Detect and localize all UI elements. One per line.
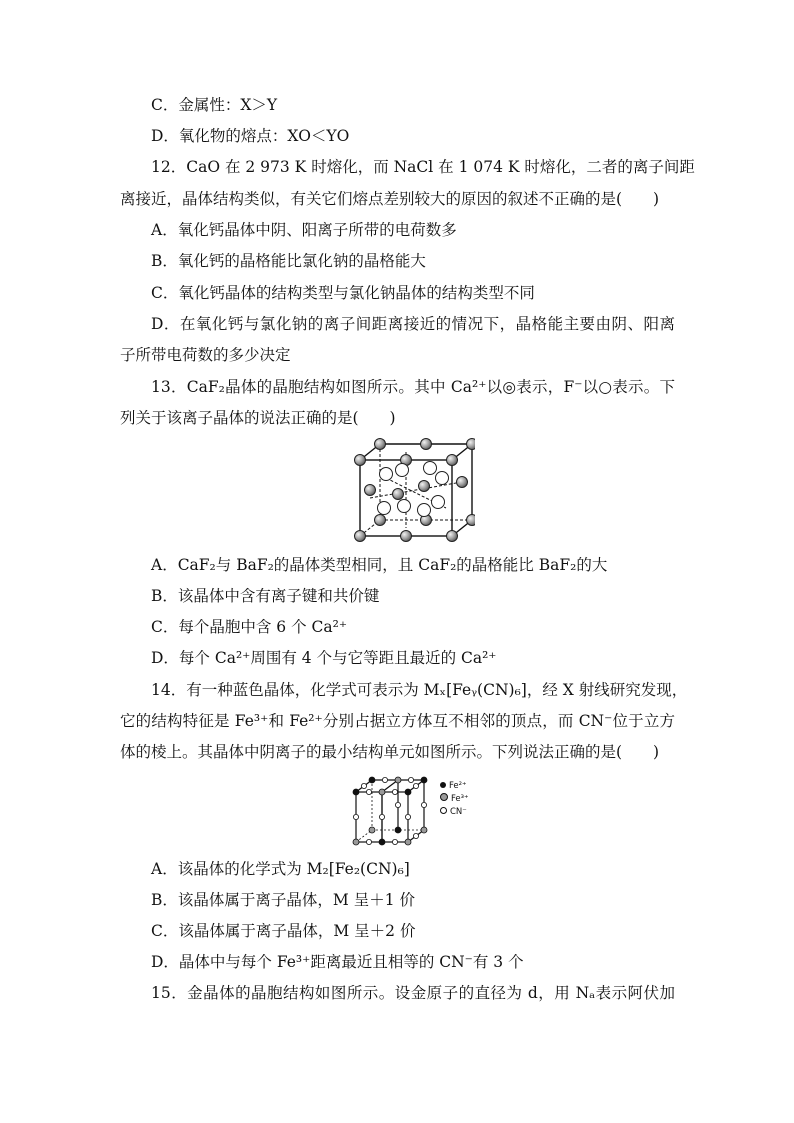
question-12-option-b: B．氧化钙的晶格能比氯化钠的晶格能大 xyxy=(151,252,426,270)
option-c-metallicity: C．金属性：X＞Y xyxy=(151,96,278,114)
option-d-oxide-melting-point: D．氧化物的熔点：XO＜YO xyxy=(151,127,350,145)
question-12-option-d-line2: 子所带电荷数的多少决定 xyxy=(120,346,291,364)
question-13-stem-line2: 列关于该离子晶体的说法正确的是( ) xyxy=(120,409,396,427)
question-12-option-d-line1: D．在氧化钙与氯化钠的离子间距离接近的情况下，晶格能主要由阴、阳离 xyxy=(151,315,675,333)
legend-cn-label: CN⁻ xyxy=(450,807,467,817)
question-12-option-a: A．氧化钙晶体中阴、阳离子所带的电荷数多 xyxy=(151,221,457,239)
question-12-stem-line2: 离接近，晶体结构类似，有关它们熔点差别较大的原因的叙述不正确的是( ) xyxy=(120,190,660,208)
figure-legend xyxy=(440,780,469,819)
legend-fe2-label: Fe²⁺ xyxy=(449,781,467,791)
caf2-unit-cell-figure xyxy=(350,438,475,542)
legend-cn xyxy=(440,806,469,819)
question-14-stem-line2: 它的结构特征是 Fe³⁺和 Fe²⁺分别占据立方体互不相邻的顶点，而 CN⁻位于立方 xyxy=(120,712,675,730)
legend-fe2 xyxy=(440,780,469,793)
prussian-blue-unit-figure xyxy=(352,776,434,846)
question-14-stem-line3: 体的棱上。其晶体中阴离子的最小结构单元如图所示。下列说法正确的是( ) xyxy=(120,743,660,761)
legend-fe3-label: Fe³⁺ xyxy=(451,794,469,804)
question-13-stem-line1: 13．CaF₂晶体的晶胞结构如图所示。其中 Ca²⁺以◎表示，F⁻以○表示。下 xyxy=(151,378,675,396)
legend-fe3 xyxy=(440,793,469,806)
question-14-option-a: A．该晶体的化学式为 M₂[Fe₂(CN)₆] xyxy=(151,860,410,878)
question-12-stem-line1: 12．CaO 在 2 973 K 时熔化，而 NaCl 在 1 074 K 时熔化，二者的离子间距 xyxy=(151,158,695,176)
question-15-stem-line1: 15．金晶体的晶胞结构如图所示。设金原子的直径为 d，用 Nₐ表示阿伏加 xyxy=(151,984,675,1002)
question-13-option-c: C．每个晶胞中含 6 个 Ca²⁺ xyxy=(151,618,347,636)
question-12-option-c: C．氧化钙晶体的结构类型与氯化钠晶体的结构类型不同 xyxy=(151,284,535,302)
question-14-option-b: B．该晶体属于离子晶体，M 呈＋1 价 xyxy=(151,891,415,909)
question-13-option-b: B．该晶体中含有离子键和共价键 xyxy=(151,587,380,605)
question-14-stem-line1: 14．有一种蓝色晶体，化学式可表示为 Mₓ[Feᵧ(CN)₆]，经 X 射线研究发现， xyxy=(151,681,688,699)
question-14-option-d: D．晶体中与每个 Fe³⁺距离最近且相等的 CN⁻有 3 个 xyxy=(151,953,524,971)
question-14-option-c: C．该晶体属于离子晶体，M 呈＋2 价 xyxy=(151,922,416,940)
question-13-option-d: D．每个 Ca²⁺周围有 4 个与它等距且最近的 Ca²⁺ xyxy=(151,649,497,667)
question-13-option-a: A．CaF₂与 BaF₂的晶体类型相同，且 CaF₂的晶格能比 BaF₂的大 xyxy=(151,556,608,574)
